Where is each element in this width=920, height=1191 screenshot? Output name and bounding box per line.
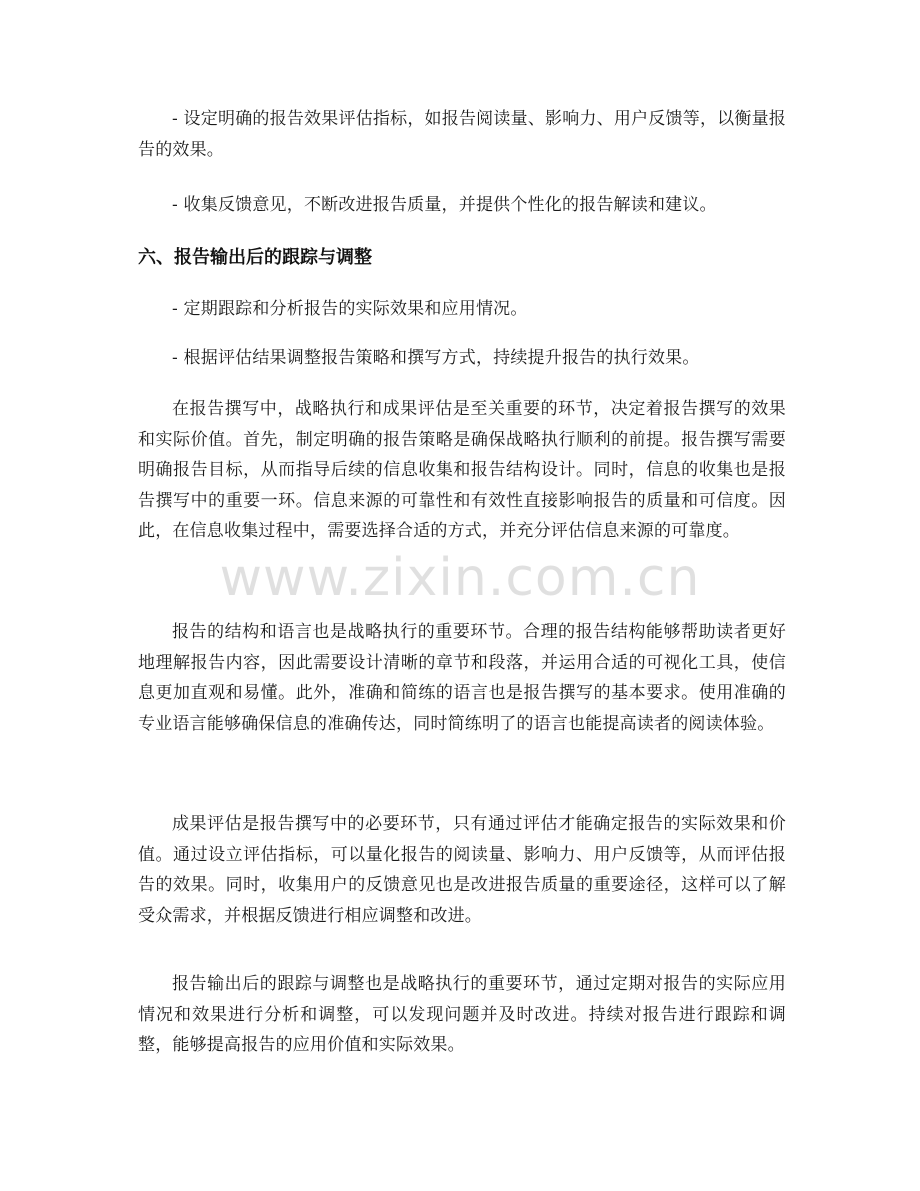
bullet-evaluation-metrics: - 设定明确的报告效果评估指标，如报告阅读量、影响力、用户反馈等，以衡量报告的效果。 xyxy=(138,109,786,160)
bullet-collect-feedback: - 收集反馈意见，不断改进报告质量，并提供个性化的报告解读和建议。 xyxy=(172,195,717,215)
bullet-adjust-strategy: - 根据评估结果调整报告策略和撰写方式，持续提升报告的执行效果。 xyxy=(172,348,700,368)
paragraph-strategy-execution: 在报告撰写中，战略执行和成果评估是至关重要的环节，决定着报告撰写的效果和实际价值。首先，制定明确的报告策略是确保战略执行顺利的前提。报告撰写需要明确报告目标，从而指导后续的信息收集和报告结构设计。同时，信息的收集也是报告撰写中的重要一环。信息来源的可靠性和有效性直接影响报告的质量和可信度。因此，在信息收集过程中，需要选择合适的方式，并充分评估信息来源的可靠度。 xyxy=(138,399,786,541)
paragraph-result-evaluation: 成果评估是报告撰写中的必要环节，只有通过评估才能确定报告的实际效果和价值。通过设立评估指标，可以量化报告的阅读量、影响力、用户反馈等，从而评估报告的效果。同时，收集用户的反馈意见也是改进报告质量的重要途径，这样可以了解受众需求，并根据反馈进行相应调整和改进。 xyxy=(138,814,786,926)
paragraph-tracking-adjustment: 报告输出后的跟踪与调整也是战略执行的重要环节，通过定期对报告的实际应用情况和效果进行分析和调整，可以发现问题并及时改进。持续对报告进行跟踪和调整，能够提高报告的应用价值和实际效果。 xyxy=(138,974,786,1055)
watermark: www.zixin.com.cn xyxy=(219,548,701,608)
bullet-track-analyze: - 定期跟踪和分析报告的实际效果和应用情况。 xyxy=(172,299,528,319)
paragraph-structure-language: 报告的结构和语言也是战略执行的重要环节。合理的报告结构能够帮助读者更好地理解报告内容，因此需要设计清晰的章节和段落，并运用合适的可视化工具，使信息更加直观和易懂。此外，准确和简练的语言也是报告撰写的基本要求。使用准确的专业语言能够确保信息的准确传达，同时简练明了的语言也能提高读者的阅读体验。 xyxy=(138,622,786,734)
section-heading: 六、报告输出后的跟踪与调整 xyxy=(138,247,372,268)
